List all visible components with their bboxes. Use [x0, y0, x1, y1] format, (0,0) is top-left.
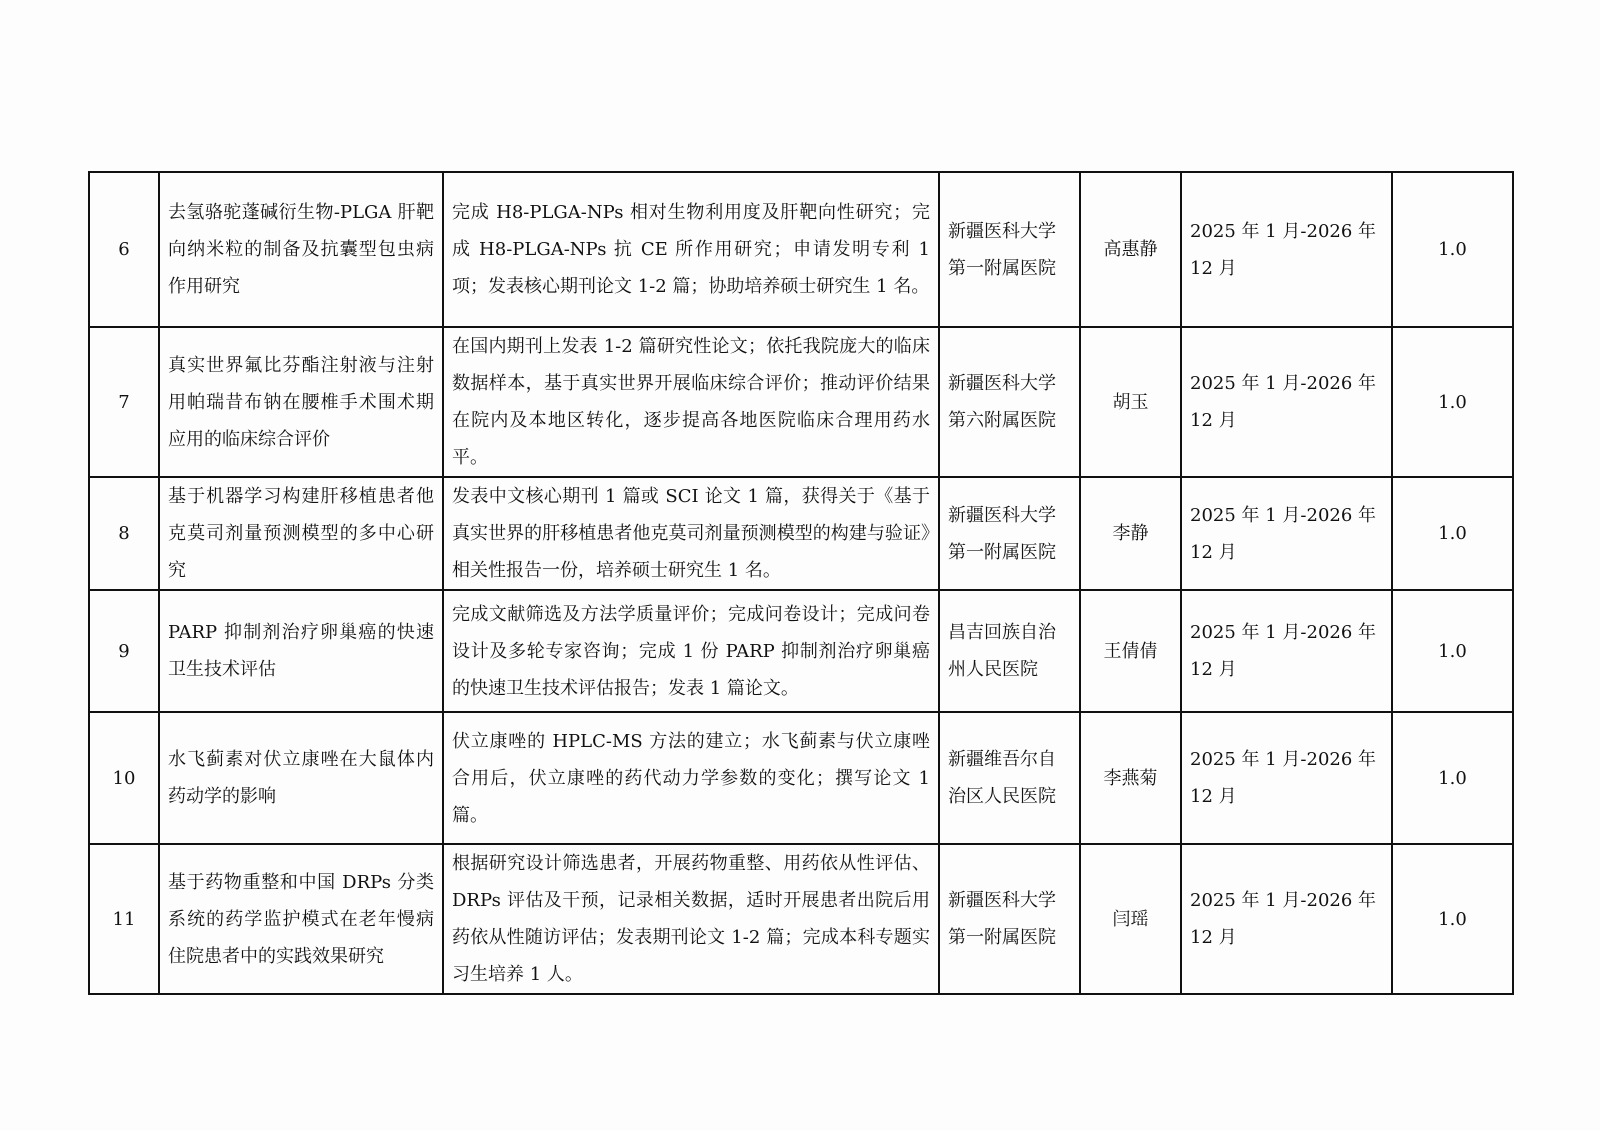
row-number: 8 [89, 477, 159, 590]
project-period: 2025 年 1 月-2026 年 12 月 [1181, 712, 1392, 844]
table-row [89, 327, 1513, 477]
host-institution: 新疆医科大学第六附属医院 [939, 327, 1080, 477]
project-leader: 闫瑶 [1080, 844, 1181, 994]
project-period: 2025 年 1 月-2026 年 12 月 [1181, 844, 1392, 994]
project-deliverables: 完成 H8-PLGA-NPs 相对生物利用度及肝靶向性研究；完成 H8-PLGA-NPs 抗 CE 所作用研究；申请发明专利 1 项；发表核心期刊论文 1-2 篇；协助培养硕士研究生 1 名。 [443, 172, 939, 327]
table-row [89, 844, 1513, 994]
funding-amount: 1.0 [1392, 327, 1513, 477]
project-deliverables: 完成文献筛选及方法学质量评价；完成问卷设计；完成问卷设计及多轮专家咨询；完成 1 份 PARP 抑制剂治疗卵巢癌的快速卫生技术评估报告；发表 1 篇论文。 [443, 590, 939, 712]
funding-amount: 1.0 [1392, 172, 1513, 327]
project-period: 2025 年 1 月-2026 年 12 月 [1181, 590, 1392, 712]
project-title: 真实世界氟比芬酯注射液与注射用帕瑞昔布钠在腰椎手术围术期应用的临床综合评价 [159, 327, 443, 477]
row-number: 9 [89, 590, 159, 712]
project-deliverables: 在国内期刊上发表 1-2 篇研究性论文；依托我院庞大的临床数据样本，基于真实世界开展临床综合评价；推动评价结果在院内及本地区转化，逐步提高各地医院临床合理用药水平。 [443, 327, 939, 477]
funding-amount: 1.0 [1392, 477, 1513, 590]
row-number: 10 [89, 712, 159, 844]
projects-table [88, 171, 1514, 995]
project-leader: 胡玉 [1080, 327, 1181, 477]
host-institution: 新疆医科大学第一附属医院 [939, 172, 1080, 327]
project-title: 水飞蓟素对伏立康唑在大鼠体内药动学的影响 [159, 712, 443, 844]
funding-amount: 1.0 [1392, 712, 1513, 844]
project-title: PARP 抑制剂治疗卵巢癌的快速卫生技术评估 [159, 590, 443, 712]
project-period: 2025 年 1 月-2026 年 12 月 [1181, 477, 1392, 590]
project-leader: 李静 [1080, 477, 1181, 590]
host-institution: 新疆维吾尔自治区人民医院 [939, 712, 1080, 844]
table-row [89, 172, 1513, 327]
project-title: 基于机器学习构建肝移植患者他克莫司剂量预测模型的多中心研究 [159, 477, 443, 590]
table-row [89, 712, 1513, 844]
project-deliverables: 伏立康唑的 HPLC-MS 方法的建立；水飞蓟素与伏立康唑合用后，伏立康唑的药代动力学参数的变化；撰写论文 1 篇。 [443, 712, 939, 844]
project-period: 2025 年 1 月-2026 年 12 月 [1181, 327, 1392, 477]
row-number: 7 [89, 327, 159, 477]
project-deliverables: 根据研究设计筛选患者，开展药物重整、用药依从性评估、DRPs 评估及干预，记录相关数据，适时开展患者出院后用药依从性随访评估；发表期刊论文 1-2 篇；完成本科专题实习生培养 1 人。 [443, 844, 939, 994]
row-number: 11 [89, 844, 159, 994]
table-row [89, 590, 1513, 712]
project-title: 基于药物重整和中国 DRPs 分类系统的药学监护模式在老年慢病住院患者中的实践效果研究 [159, 844, 443, 994]
project-leader: 李燕菊 [1080, 712, 1181, 844]
project-leader: 高惠静 [1080, 172, 1181, 327]
funding-amount: 1.0 [1392, 590, 1513, 712]
host-institution: 新疆医科大学第一附属医院 [939, 844, 1080, 994]
project-deliverables: 发表中文核心期刊 1 篇或 SCI 论文 1 篇，获得关于《基于真实世界的肝移植患者他克莫司剂量预测模型的构建与验证》相关性报告一份，培养硕士研究生 1 名。 [443, 477, 939, 590]
funding-amount: 1.0 [1392, 844, 1513, 994]
row-number: 6 [89, 172, 159, 327]
project-title: 去氢骆驼蓬碱衍生物-PLGA 肝靶向纳米粒的制备及抗囊型包虫病作用研究 [159, 172, 443, 327]
project-period: 2025 年 1 月-2026 年 12 月 [1181, 172, 1392, 327]
table-row [89, 477, 1513, 590]
host-institution: 昌吉回族自治州人民医院 [939, 590, 1080, 712]
project-leader: 王倩倩 [1080, 590, 1181, 712]
host-institution: 新疆医科大学第一附属医院 [939, 477, 1080, 590]
